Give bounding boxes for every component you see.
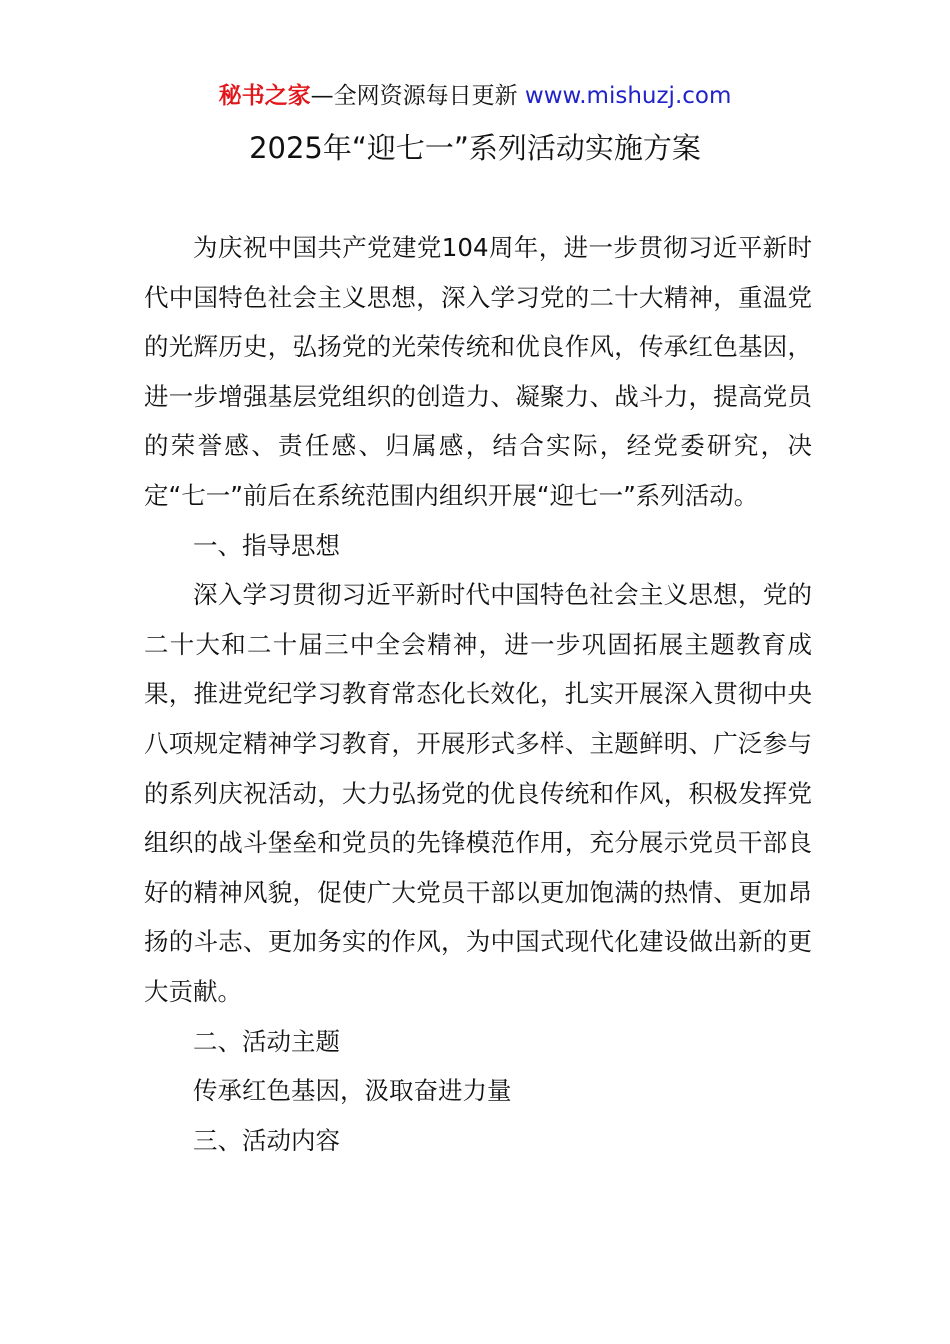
- document-body: [144, 223, 812, 1165]
- document-title: 2025年“迎七一”系列活动实施方案: [249, 131, 701, 165]
- section-heading-guiding-thought: 一、指导思想: [193, 530, 340, 560]
- section-heading-activity-theme: 二、活动主题: [193, 1026, 340, 1056]
- section-heading-activity-content: 三、活动内容: [193, 1125, 340, 1155]
- header-tagline: —全网资源每日更新: [310, 83, 518, 109]
- site-url-link[interactable]: www.mishuzj.com: [524, 83, 732, 109]
- section-text-activity-theme: 传承红色基因，汲取奋进力量: [193, 1076, 512, 1106]
- section-text-guiding-thought: 深入学习贯彻习近平新时代中国特色社会主义思想，党的二十大和二十届三中全会精神，进一步巩固拓展主题教育成果，推进党纪学习教育常态化长效化，扎实开展深入贯彻中央八项规定精神学习教育，开展形式多样、主题鲜明、广泛参与的系列庆祝活动，大力弘扬党的优良传统和作风，积极发挥党组织的战斗堡垒和党员的先锋模范作用，充分展示党员干部良好的精神风貌，促使广大党员干部以更加饱满的热情、更加昂扬的斗志、更加务实的作风，为中国式现代化建设做出新的更大贡献。: [144, 580, 812, 1006]
- brand-name: 秘书之家: [218, 83, 311, 109]
- site-header: [0, 80, 950, 112]
- intro-paragraph: 为庆祝中国共产党建党104周年，进一步贯彻习近平新时代中国特色社会主义思想，深入学习党的二十大精神，重温党的光辉历史，弘扬党的光荣传统和优良作风，传承红色基因，进一步增强基层党组织的创造力、凝聚力、战斗力，提高党员的荣誉感、责任感、归属感，结合实际，经党委研究，决定“七一”前后在系统范围内组织开展“迎七一”系列活动。: [144, 233, 812, 510]
